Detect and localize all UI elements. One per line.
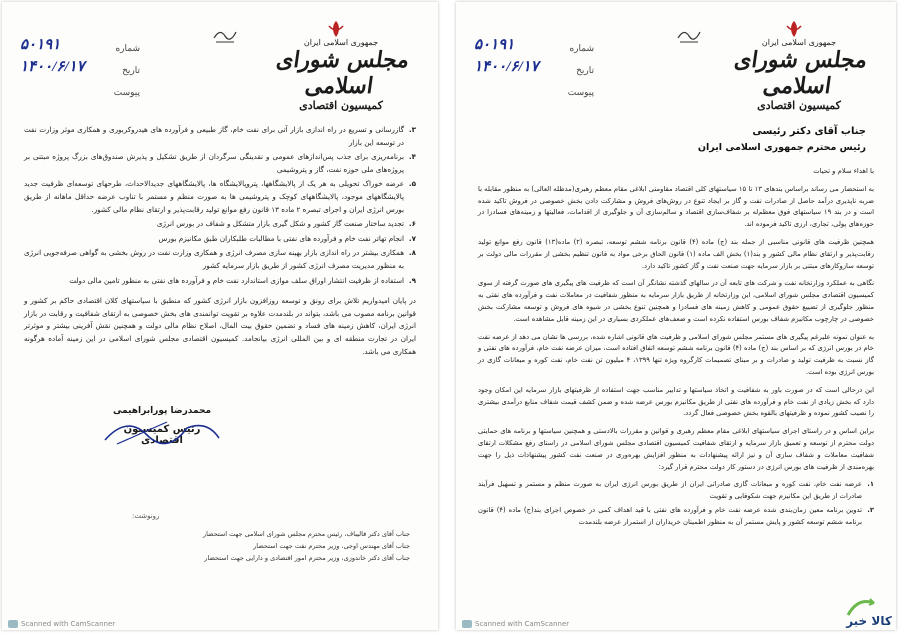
parliament-logo (724, 20, 874, 112)
closing-paragraph: در پایان امیدواریم تلاش برای رونق و توسعه روزافزون بازار انرژی کشور که منطبق با سیاستهای کلان اقتصادی حاکم بر کشور و قوانین برنامه مصوب می باشد، بتواند در بلندمدت علاوه بر تقویت توانمندی های بخش خصوصی به ارتقای شفافیت و رقابت در بازار انرژی ایران، کاهش زمینه های فساد و تضمین حقوق بیت المال، اصلاح نظام مالی دولت و همچنین نقش آفرینی بیشتر و موثرتر ایران در تجارت منطقه ای و بین المللی انرژی بیانجامد. کمیسیون اقتصادی مجلس شورای اسلامی در این زمینه آماده هرگونه همکاری می باشد. (24, 296, 416, 356)
list-item: ۹. استفاده از ظرفیت انتشار اوراق سلف موازی استاندارد نفت خام و فرآورده های نفتی به منظور تامین مالی دولت (69, 275, 416, 285)
logo-small-text: جمهوری اسلامی ایران (761, 38, 837, 47)
list-item: ۸. همکاری بیشتر در راه اندازی بازار بهینه سازی مصرف انرژی و همکاری وزارت نفت در روش بخشی به گواهی صرفه‌جویی انرژی به منظور مدیریت مصرف انرژی کشور از طریق بازار سرمایه کشور (24, 248, 416, 270)
list-item: ۱. عرضه نفت خام، نفت کوره و میعانات گازی صادراتی ایران از طریق بورس انرژی ایران به صورت منظم و مستمر و تسهیل فرآیند صادرات از طریق این مکانیزم جهت شکوفایی و تقویت (478, 480, 874, 501)
letterhead (456, 14, 896, 112)
logo-small-text: جمهوری اسلامی ایران (303, 38, 379, 47)
letter-date: ۱۴۰۰/۶/۱۷ (474, 59, 539, 75)
logo-subtitle: کمیسیون اقتصادی (299, 99, 383, 112)
kala-khabar-logo-icon (844, 595, 894, 631)
cc-line: جناب آقای دکتر خاندوزی، وزیر محترم امور اقتصادی و دارایی جهت استحضار (204, 554, 410, 562)
handwritten-signature-icon (97, 410, 227, 450)
logo-title: مجلس شورای اسلامی (732, 47, 870, 99)
body-paragraph: نگاهی به عملکرد وزارتخانه نفت و شرکت های تابعه آن در سالهای گذشته نشانگر آن است که ظرفیت های پیگیری های صورت گرفته از سوی کمیسیون اقتصادی مجلس شورای اسلامی، این وزارتخانه از طریق بازار سرمایه به منظور شفافیت در معاملات نفت و فرآورده های نفتی به منظور جلوگیری از تضییع حقوق عمومی و کاهش زمینه های فسادزا و همچنین تنوع بخشی در شیوه های فروش و توسعه مشارکت بخش خصوصی در چارچوب مکانیزم شفاف بورس استفاده نکرده است و ضعف‌های عملکردی بسیاری در این زمینه قابل مشاهده است. (478, 279, 874, 323)
logo-title: مجلس شورای اسلامی (274, 47, 412, 99)
letterhead (2, 14, 438, 112)
letter-page-2 (2, 2, 438, 630)
iran-emblem-icon (784, 20, 804, 38)
bismillah-calligraphy-icon (676, 24, 702, 46)
proposal-list (478, 479, 874, 528)
cc-line: جناب آقای دکتر قالیباف، رئیس محترم مجلس شورای اسلامی جهت استحضار (202, 530, 410, 538)
cc-title: رونوشت: (132, 512, 160, 520)
date-label: تاریخ (122, 65, 140, 75)
brand-name: کالا خبر (846, 614, 892, 628)
body-paragraph: به استحضار می رساند براساس بندهای ۱۳ تا ۱۵ سیاستهای کلی اقتصاد مقاومتی ابلاغی مقام معظم رهبری(مدظله العالی) به منظور مقابله با ضربه ناپذیری درآمد حاصل از صادرات نفت و گاز بر ایجاد تنوع در روش‌های فروش و مشارکت دادن بخش خصوصی در فروش تاکید شده است و در بند ۱۹ سیاستهای فوق معظم‌له بر شفاف‌سازی اقتصاد و سالم‌سازی آن و جلوگیری از اقدامات، فعالیتها و زمینه‌های فسادزا در حوزه‌های پولی، تجاری، ارزی تاکید فرموده اند. (478, 184, 874, 229)
body-paragraph: به عنوان نمونه علیرغم پیگیری های مستمر مجلس شورای اسلامی و ظرفیت های قانونی اشاره شده، بررسی ها نشان می دهد از عرضه نفت خام در بورس انرژی که بر اساس بند (ج) ماده (۴) قانون برنامه ششم توسعه اتفاق افتاده است، میزان عرضه نفت خام، فرآورده های نفتی و گاز نسبت به ظرفیت تولید و صادرات و بر مبنای تصمیمات کارگروه ویژه تنها ۱۳۹۹، ۴ میلیون تن نفت خام، نفت کوره و میعانات گازی در بورس انرژی بوده است. (478, 332, 874, 376)
signatory-name: محمدرضا پورابراهیمی (112, 406, 212, 416)
letter-meta (474, 32, 594, 98)
addressee-name: جناب آقای دکتر رئیسی (752, 126, 866, 137)
greeting: با اهداء سلام و تحیات (813, 167, 874, 175)
letter-meta (20, 32, 140, 98)
parliament-logo (266, 20, 416, 112)
letter-body (478, 166, 874, 531)
letter-page-1 (456, 2, 896, 630)
scanner-watermark: Scanned with CamScanner (8, 620, 115, 628)
number-label: شماره (115, 43, 140, 53)
letter-date: ۱۴۰۰/۶/۱۷ (20, 59, 85, 75)
list-item: ۴. برنامه‌ریزی برای جذب پس‌اندازهای عمومی و نقدینگی سرگردان از طریق تشکیل و پذیرش صندوق‌های بزرگ پروژه مبتنی بر پروژه‌های ملی حوزه نفت، گاز و پتروشیمی (24, 152, 416, 174)
cc-list (132, 510, 410, 564)
bismillah-calligraphy-icon (212, 24, 238, 46)
proposal-list (24, 124, 416, 287)
list-item: ۵. عرضه خوراک تحویلی به هر یک از پالایشگاهها، پتروپالایشگاه ها، پالایشگاههای جدیدالاحداث، طرحهای توسعه‌ای ظرفیت جدید پالایشگاههای موجود، پالایشگاههای کوچک و پتروشیمی ها به صورت منظم و مستمر با تناوب عرضه حداقل ماهانه از طریق بورس انرژی ایران و اجرای تبصره ۲ ماده ۱۳ قانون رفع موانع تولید رقابت‌پذیر و ارتقای نظام مالی کشور. (24, 179, 416, 214)
list-item: ۷. انجام تهاتر نفت خام و فرآورده های نفتی با مطالبات طلبکاران طبق مکانیزم بورس (158, 233, 416, 243)
list-item: ۶. تجدید ساختار صنعت گاز کشور و شکل گیری بازار متشکل و شفاف در بورس انرژی (156, 219, 416, 229)
cc-line: جناب آقای مهندس اوجی، وزیر محترم نفت جهت استحضار (253, 542, 410, 550)
list-item: ۳. گازرسانی و تسریع در راه اندازی بازار آتی برای نفت خام، گاز طبیعی و فرآورده های هیدروکربوری و همکاری موثر وزارت نفت در توسعه این بازار (24, 125, 416, 147)
attachment-label: پیوست (113, 87, 140, 97)
list-item: ۲. تدوین برنامه معین زمان‌بندی شده عرضه نفت خام و فرآورده های نفتی با قید اهداف کمی در خصوص اجرای بند(ج) ماده (۴) قانون برنامه ششم توسعه کشور و پایش مستمر آن به منظور اطمینان خریداران از استمرار عرضه بلندمدت (478, 505, 874, 526)
iran-emblem-icon (326, 20, 346, 38)
body-paragraph: براین اساس و در راستای اجرای سیاستهای ابلاغی مقام معظم رهبری و قوانین و مقررات بالادستی و همچنین سیاستها و برنامه های حمایتی دولت محترم از توسعه و تعمیق بازار سرمایه و ارتقای شفافیت کمیسیون اقتصادی مجلس شورای اسلامی در راستای رفع مشکلات ارتقای شفافیت معاملات و شفاف سازی آن و نیز ارائه پیشنهادات به منظور افزایش بهره‌وری در صنعت نفت کشور پیشنهادات ذیل را جهت بهره‌مندی از ظرفیت های بورس انرژی در دستور کار دولت محترم قرار گیرد: (478, 427, 874, 471)
letter-number: ۵۰۱۹۱ (474, 37, 515, 53)
signatory-role: رئیس کمیسیون اقتصادی (123, 424, 201, 446)
addressee-title: رئیس محترم جمهوری اسلامی ایران (697, 142, 866, 153)
date-label: تاریخ (576, 65, 594, 75)
brand-logo (844, 595, 894, 631)
letter-number: ۵۰۱۹۱ (20, 37, 61, 53)
body-paragraph: همچنین ظرفیت های قانونی مناسبی از جمله بند (ج) ماده (۴) قانون برنامه ششم توسعه، تبصره (۲) ماده(۱۳) قانون رفع موانع تولید رقابت‌پذیر و ارتقای نظام مالی کشور و بند(۱) بخش الف ماده (۱) قانون الحاق برخی مواد به قانون تنظیم بخشی از مقررات مالی دولت بر توسعه سازوکارهای مبتنی بر بازار سرمایه جهت صنعت نفت و گاز کشور تاکید دارد. (478, 237, 874, 270)
camscanner-icon (462, 620, 472, 628)
signature-block (102, 406, 222, 446)
attachment-label: پیوست (567, 87, 594, 97)
number-label: شماره (569, 43, 594, 53)
logo-subtitle: کمیسیون اقتصادی (757, 99, 841, 112)
camscanner-icon (8, 620, 18, 628)
letter-body (24, 124, 416, 364)
body-paragraph: این درحالی است که در صورت باور به شفافیت و اتخاذ سیاستها و تدابیر مناسب جهت استفاده از ظرفیتهای بازار سرمایه این امکان وجود دارد که بخش زیادی از نفت خام و فرآورده های نفتی از طریق مکانیزم بورس عرضه شده و ضمن کشف قیمت شفاف منابع درآمدی بیشتری را نصیب کشور نموده و ظرفیتهای بالقوه بخش خصوصی فعال گردد. (478, 385, 874, 418)
scanner-watermark: Scanned with CamScanner (462, 620, 569, 628)
